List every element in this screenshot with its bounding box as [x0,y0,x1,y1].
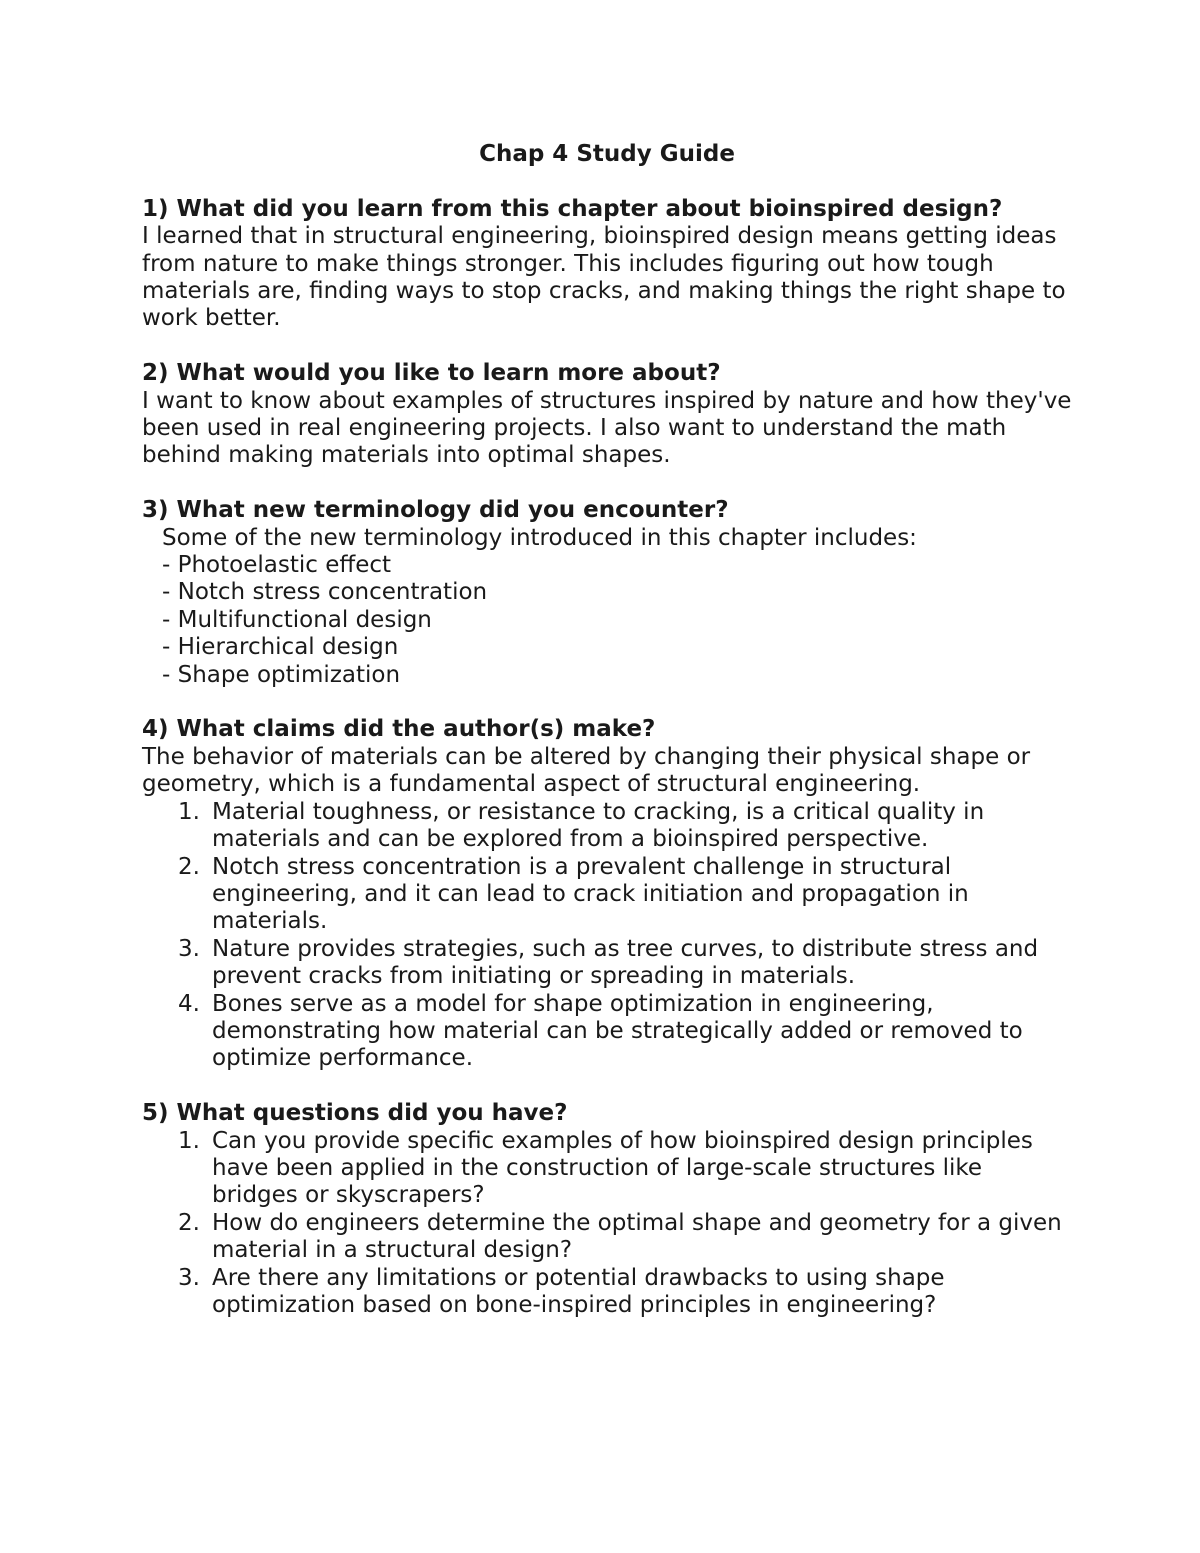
terminology-intro: Some of the new terminology introduced in this chapter includes: [162,524,917,551]
claim-text: Nature provides strategies, such as tree curves, to distribute stress and prevent cracks from initiating or spreading in materials. [212,935,1039,990]
claim-number: 3. [178,935,200,962]
question-item [142,1210,1072,1265]
claim-text: Material toughness, or resistance to cracking, is a critical quality in materials and can be explored from a bioinspired perspective. [212,798,985,853]
answer-2: I want to know about examples of structures inspired by nature and how they've been used in real engineering projects. I also want to understand the math behind making materials into optimal shapes. [142,387,1072,469]
question-text: Can you provide specific examples of how bioinspired design principles have been applied in the construction of large-scale structures like bridges or skyscrapers? [212,1127,1033,1209]
section-1 [142,196,1072,333]
section-3 [142,497,1072,689]
question-item [142,1128,1072,1210]
claim-number: 4. [178,990,200,1017]
terminology-item: - Photoelastic effect [162,552,392,579]
question-number: 3. [178,1264,200,1291]
question-1-heading: 1) What did you learn from this chapter about bioinspired design? [142,195,1003,222]
question-3-heading: 3) What new terminology did you encounter? [142,497,729,524]
claim-item [142,854,1072,936]
section-5 [142,1100,1072,1319]
question-number: 1. [178,1127,200,1154]
question-item [142,1265,1072,1320]
claim-item [142,799,1072,854]
claim-number: 2. [178,853,200,880]
document-page [142,141,1072,1347]
terminology-item: - Multifunctional design [162,606,432,633]
questions-list [142,1128,1072,1320]
claims-intro: The behavior of materials can be altered by changing their physical shape or geometry, which is a fundamental aspect of structural engineering. [142,743,1031,798]
question-4-heading: 4) What claims did the author(s) make? [142,716,656,743]
claim-item [142,991,1072,1073]
terminology-item: - Shape optimization [162,661,401,688]
question-5-heading: 5) What questions did you have? [142,1100,568,1127]
question-text: Are there any limitations or potential drawbacks to using shape optimization based on bone-inspired principles in engineering? [212,1264,945,1318]
question-number: 2. [178,1209,200,1236]
section-2 [142,360,1072,470]
question-2-heading: 2) What would you like to learn more about? [142,360,721,387]
terminology-item: - Notch stress concentration [162,579,488,606]
answer-1: I learned that in structural engineering, bioinspired design means getting ideas from nature to make things stronger. This includes figuring out how tough materials are, finding ways to stop cracks, and making things the right shape to work better. [142,223,1066,332]
claims-list [142,799,1072,1073]
terminology-item: - Hierarchical design [162,634,399,661]
claim-text: Notch stress concentration is a prevalent challenge in structural engineering, and it can lead to crack initiation and propagation in materials. [212,853,969,935]
document-title: Chap 4 Study Guide [479,141,735,167]
question-text: How do engineers determine the optimal shape and geometry for a given material in a structural design? [212,1209,1062,1264]
claim-text: Bones serve as a model for shape optimization in engineering, demonstrating how material can be strategically added or removed to optimize performance. [212,990,1023,1072]
claim-item [142,936,1072,991]
claim-number: 1. [178,798,200,825]
terminology-list [142,552,1072,689]
section-4 [142,716,1072,1072]
